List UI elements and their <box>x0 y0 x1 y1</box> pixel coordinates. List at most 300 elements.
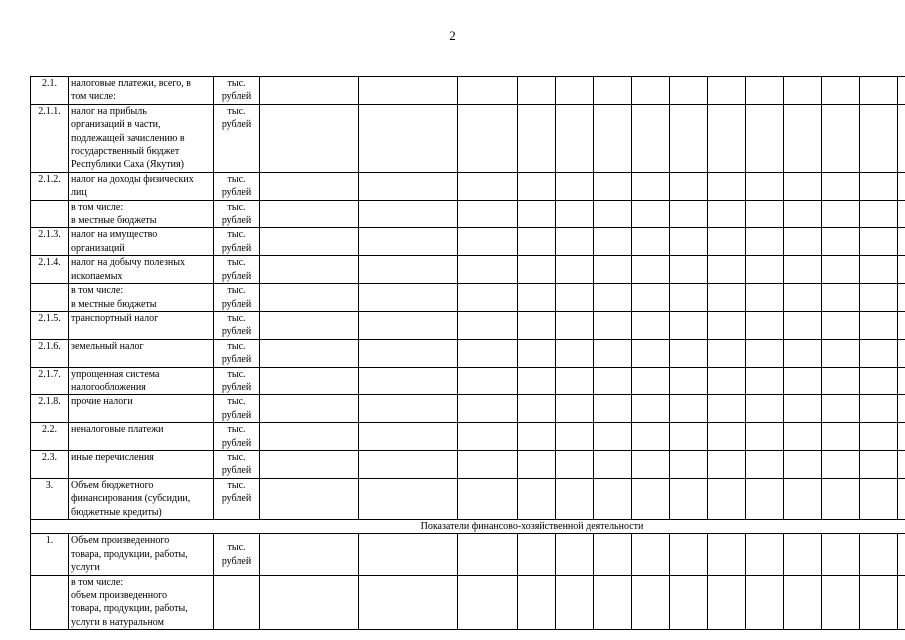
value-cell[interactable] <box>594 200 632 228</box>
value-cell[interactable] <box>746 423 784 451</box>
indicator-name-line: товара, продукции, работы, <box>71 603 188 615</box>
indicator-name-line: в местные бюджеты <box>71 298 157 310</box>
unit-cell <box>214 200 260 228</box>
value-cell[interactable] <box>746 228 784 256</box>
unit-cell <box>214 256 260 284</box>
value-cell[interactable] <box>359 77 458 105</box>
value-cell[interactable] <box>518 395 556 423</box>
value-cell[interactable] <box>860 284 898 312</box>
value-cell[interactable] <box>708 395 746 423</box>
indicator-name-line: в том числе: <box>71 201 124 213</box>
value-cell[interactable] <box>860 395 898 423</box>
table-row <box>31 284 905 312</box>
value-cell[interactable] <box>556 423 594 451</box>
value-cell[interactable] <box>260 284 359 312</box>
value-cell[interactable] <box>359 228 458 256</box>
value-cell[interactable] <box>822 575 860 630</box>
value-cell[interactable] <box>632 339 670 367</box>
value-cell[interactable] <box>594 395 632 423</box>
indicator-name-cell <box>69 200 214 228</box>
value-cell[interactable] <box>670 172 708 200</box>
value-cell[interactable] <box>670 77 708 105</box>
unit-line: рублей <box>221 91 252 103</box>
value-cell[interactable] <box>458 575 518 630</box>
value-cell[interactable] <box>822 311 860 339</box>
value-cell[interactable] <box>556 104 594 172</box>
indicator-name-cell <box>69 256 214 284</box>
indicator-name-cell <box>69 284 214 312</box>
value-cell[interactable] <box>746 367 784 395</box>
value-cell[interactable] <box>359 478 458 519</box>
unit-cell <box>214 228 260 256</box>
value-cell[interactable] <box>359 104 458 172</box>
row-number-cell: 2.1.6. <box>31 339 69 367</box>
value-cell[interactable] <box>632 311 670 339</box>
value-cell[interactable] <box>898 77 905 105</box>
table-row <box>31 77 905 105</box>
value-cell[interactable] <box>784 395 822 423</box>
value-cell[interactable] <box>556 77 594 105</box>
indicator-name-line: Республики Саха (Якутия) <box>71 159 184 171</box>
value-cell[interactable] <box>784 200 822 228</box>
value-cell[interactable] <box>260 575 359 630</box>
value-cell[interactable] <box>670 339 708 367</box>
value-cell[interactable] <box>898 534 905 575</box>
value-cell[interactable] <box>898 311 905 339</box>
unit-line: тыс. <box>227 368 246 380</box>
indicator-name-line: транспортный налог <box>71 312 159 324</box>
value-cell[interactable] <box>359 450 458 478</box>
value-cell[interactable] <box>359 395 458 423</box>
value-cell[interactable] <box>556 367 594 395</box>
indicator-name-line: государственный бюджет <box>71 146 180 158</box>
value-cell[interactable] <box>359 256 458 284</box>
value-cell[interactable] <box>860 367 898 395</box>
value-cell[interactable] <box>556 339 594 367</box>
value-cell[interactable] <box>860 104 898 172</box>
indicator-name-line: Объем произведенного <box>71 535 170 547</box>
value-cell[interactable] <box>784 575 822 630</box>
value-cell[interactable] <box>746 311 784 339</box>
indicator-name-line: прочие налоги <box>71 396 133 408</box>
row-number-cell: 2.1.3. <box>31 228 69 256</box>
unit-line: тыс. <box>227 479 246 491</box>
indicator-name-line: в том числе: <box>71 576 124 588</box>
indicator-name-line: организаций <box>71 242 125 254</box>
value-cell[interactable] <box>594 77 632 105</box>
report-table-body <box>31 77 905 630</box>
value-cell[interactable] <box>260 395 359 423</box>
value-cell[interactable] <box>860 77 898 105</box>
value-cell[interactable] <box>458 395 518 423</box>
value-cell[interactable] <box>746 104 784 172</box>
value-cell[interactable] <box>670 228 708 256</box>
value-cell[interactable] <box>784 367 822 395</box>
value-cell[interactable] <box>822 104 860 172</box>
value-cell[interactable] <box>860 228 898 256</box>
value-cell[interactable] <box>458 172 518 200</box>
value-cell[interactable] <box>822 450 860 478</box>
value-cell[interactable] <box>898 367 905 395</box>
value-cell[interactable] <box>708 367 746 395</box>
value-cell[interactable] <box>860 423 898 451</box>
value-cell[interactable] <box>518 367 556 395</box>
value-cell[interactable] <box>708 339 746 367</box>
value-cell[interactable] <box>670 450 708 478</box>
value-cell[interactable] <box>822 339 860 367</box>
value-cell[interactable] <box>359 423 458 451</box>
value-cell[interactable] <box>594 575 632 630</box>
value-cell[interactable] <box>594 478 632 519</box>
unit-line: рублей <box>221 187 252 199</box>
value-cell[interactable] <box>594 256 632 284</box>
value-cell[interactable] <box>784 228 822 256</box>
value-cell[interactable] <box>860 311 898 339</box>
value-cell[interactable] <box>708 200 746 228</box>
value-cell[interactable] <box>746 450 784 478</box>
unit-line: тыс. <box>227 424 246 436</box>
section-header-row <box>31 520 905 534</box>
unit-cell <box>214 104 260 172</box>
table-row <box>31 256 905 284</box>
value-cell[interactable] <box>556 311 594 339</box>
value-cell[interactable] <box>518 423 556 451</box>
value-cell[interactable] <box>670 423 708 451</box>
value-cell[interactable] <box>670 284 708 312</box>
value-cell[interactable] <box>708 311 746 339</box>
value-cell[interactable] <box>260 104 359 172</box>
indicator-name-cell <box>69 339 214 367</box>
value-cell[interactable] <box>458 284 518 312</box>
value-cell[interactable] <box>670 395 708 423</box>
value-cell[interactable] <box>822 200 860 228</box>
value-cell[interactable] <box>708 534 746 575</box>
value-cell[interactable] <box>518 172 556 200</box>
value-cell[interactable] <box>632 228 670 256</box>
value-cell[interactable] <box>359 367 458 395</box>
value-cell[interactable] <box>822 367 860 395</box>
value-cell[interactable] <box>260 478 359 519</box>
unit-line: тыс. <box>227 340 246 352</box>
value-cell[interactable] <box>632 367 670 395</box>
value-cell[interactable] <box>746 339 784 367</box>
value-cell[interactable] <box>746 575 784 630</box>
value-cell[interactable] <box>670 256 708 284</box>
value-cell[interactable] <box>594 311 632 339</box>
value-cell[interactable] <box>594 367 632 395</box>
value-cell[interactable] <box>556 534 594 575</box>
value-cell[interactable] <box>898 575 905 630</box>
value-cell[interactable] <box>260 172 359 200</box>
value-cell[interactable] <box>708 575 746 630</box>
value-cell[interactable] <box>556 478 594 519</box>
value-cell[interactable] <box>898 339 905 367</box>
value-cell[interactable] <box>260 311 359 339</box>
value-cell[interactable] <box>518 77 556 105</box>
value-cell[interactable] <box>746 172 784 200</box>
unit-cell <box>214 172 260 200</box>
value-cell[interactable] <box>556 256 594 284</box>
indicator-name-line: налоговые платежи, всего, в <box>71 78 191 89</box>
unit-line: рублей <box>221 437 252 449</box>
value-cell[interactable] <box>458 478 518 519</box>
value-cell[interactable] <box>822 284 860 312</box>
table-row <box>31 172 905 200</box>
value-cell[interactable] <box>632 256 670 284</box>
unit-cell <box>214 478 260 519</box>
value-cell[interactable] <box>359 575 458 630</box>
value-cell[interactable] <box>632 534 670 575</box>
value-cell[interactable] <box>594 172 632 200</box>
value-cell[interactable] <box>898 172 905 200</box>
value-cell[interactable] <box>518 450 556 478</box>
value-cell[interactable] <box>594 423 632 451</box>
indicator-name-cell <box>69 228 214 256</box>
value-cell[interactable] <box>632 200 670 228</box>
value-cell[interactable] <box>458 228 518 256</box>
value-cell[interactable] <box>260 200 359 228</box>
value-cell[interactable] <box>458 367 518 395</box>
value-cell[interactable] <box>594 339 632 367</box>
value-cell[interactable] <box>458 77 518 105</box>
value-cell[interactable] <box>632 423 670 451</box>
value-cell[interactable] <box>556 450 594 478</box>
value-cell[interactable] <box>458 200 518 228</box>
value-cell[interactable] <box>708 172 746 200</box>
value-cell[interactable] <box>898 478 905 519</box>
value-cell[interactable] <box>784 423 822 451</box>
indicator-name-line: упрощенная система <box>71 368 160 380</box>
row-number-cell <box>31 284 69 312</box>
value-cell[interactable] <box>518 228 556 256</box>
value-cell[interactable] <box>708 104 746 172</box>
value-cell[interactable] <box>822 172 860 200</box>
indicator-name-cell <box>69 77 214 105</box>
value-cell[interactable] <box>898 104 905 172</box>
unit-cell <box>214 367 260 395</box>
unit-line: рублей <box>221 326 252 338</box>
value-cell[interactable] <box>860 200 898 228</box>
value-cell[interactable] <box>746 478 784 519</box>
value-cell[interactable] <box>708 478 746 519</box>
value-cell[interactable] <box>594 534 632 575</box>
value-cell[interactable] <box>632 104 670 172</box>
row-number-cell: 2.1. <box>31 77 69 105</box>
value-cell[interactable] <box>898 450 905 478</box>
value-cell[interactable] <box>898 256 905 284</box>
value-cell[interactable] <box>822 423 860 451</box>
value-cell[interactable] <box>670 200 708 228</box>
value-cell[interactable] <box>898 423 905 451</box>
value-cell[interactable] <box>898 228 905 256</box>
value-cell[interactable] <box>458 450 518 478</box>
value-cell[interactable] <box>518 575 556 630</box>
value-cell[interactable] <box>632 478 670 519</box>
value-cell[interactable] <box>518 104 556 172</box>
value-cell[interactable] <box>359 339 458 367</box>
value-cell[interactable] <box>632 77 670 105</box>
value-cell[interactable] <box>632 284 670 312</box>
unit-cell <box>214 395 260 423</box>
value-cell[interactable] <box>898 395 905 423</box>
value-cell[interactable] <box>670 311 708 339</box>
value-cell[interactable] <box>860 450 898 478</box>
value-cell[interactable] <box>518 534 556 575</box>
value-cell[interactable] <box>708 77 746 105</box>
value-cell[interactable] <box>670 104 708 172</box>
indicator-name-line: налог на добычу полезных <box>71 257 185 269</box>
value-cell[interactable] <box>670 478 708 519</box>
table-row <box>31 104 905 172</box>
value-cell[interactable] <box>518 256 556 284</box>
value-cell[interactable] <box>518 284 556 312</box>
indicator-name-cell <box>69 311 214 339</box>
value-cell[interactable] <box>359 172 458 200</box>
value-cell[interactable] <box>458 339 518 367</box>
value-cell[interactable] <box>594 104 632 172</box>
value-cell[interactable] <box>784 339 822 367</box>
value-cell[interactable] <box>822 256 860 284</box>
value-cell[interactable] <box>359 200 458 228</box>
unit-cell <box>214 575 260 630</box>
value-cell[interactable] <box>784 478 822 519</box>
indicator-name-cell <box>69 423 214 451</box>
value-cell[interactable] <box>822 534 860 575</box>
value-cell[interactable] <box>708 256 746 284</box>
value-cell[interactable] <box>822 395 860 423</box>
value-cell[interactable] <box>898 284 905 312</box>
value-cell[interactable] <box>260 256 359 284</box>
value-cell[interactable] <box>458 423 518 451</box>
unit-line: рублей <box>221 270 252 282</box>
value-cell[interactable] <box>784 534 822 575</box>
value-cell[interactable] <box>632 450 670 478</box>
value-cell[interactable] <box>458 311 518 339</box>
indicator-name-cell <box>69 575 214 630</box>
value-cell[interactable] <box>260 339 359 367</box>
value-cell[interactable] <box>458 104 518 172</box>
value-cell[interactable] <box>708 284 746 312</box>
indicator-name-line: иные перечисления <box>71 451 154 463</box>
value-cell[interactable] <box>594 228 632 256</box>
value-cell[interactable] <box>518 339 556 367</box>
value-cell[interactable] <box>670 367 708 395</box>
value-cell[interactable] <box>898 200 905 228</box>
value-cell[interactable] <box>784 450 822 478</box>
unit-line: тыс. <box>227 229 246 241</box>
value-cell[interactable] <box>746 534 784 575</box>
value-cell[interactable] <box>860 575 898 630</box>
value-cell[interactable] <box>260 77 359 105</box>
value-cell[interactable] <box>746 256 784 284</box>
value-cell[interactable] <box>359 534 458 575</box>
value-cell[interactable] <box>708 450 746 478</box>
value-cell[interactable] <box>518 311 556 339</box>
row-number-cell: 2.1.2. <box>31 172 69 200</box>
value-cell[interactable] <box>632 395 670 423</box>
value-cell[interactable] <box>860 534 898 575</box>
table-row <box>31 575 905 630</box>
value-cell[interactable] <box>359 284 458 312</box>
unit-line: тыс. <box>227 173 246 185</box>
value-cell[interactable] <box>260 228 359 256</box>
value-cell[interactable] <box>746 284 784 312</box>
value-cell[interactable] <box>860 339 898 367</box>
indicator-name-cell <box>69 395 214 423</box>
value-cell[interactable] <box>556 200 594 228</box>
value-cell[interactable] <box>822 478 860 519</box>
value-cell[interactable] <box>860 478 898 519</box>
indicator-name-line: организаций в части, <box>71 119 161 131</box>
value-cell[interactable] <box>632 575 670 630</box>
value-cell[interactable] <box>260 367 359 395</box>
value-cell[interactable] <box>784 104 822 172</box>
row-number-cell: 2.1.8. <box>31 395 69 423</box>
value-cell[interactable] <box>708 423 746 451</box>
unit-cell <box>214 284 260 312</box>
value-cell[interactable] <box>260 534 359 575</box>
table-row <box>31 450 905 478</box>
unit-cell <box>214 450 260 478</box>
value-cell[interactable] <box>260 450 359 478</box>
value-cell[interactable] <box>556 395 594 423</box>
indicator-name-line: ископаемых <box>71 270 123 282</box>
unit-line: тыс. <box>227 396 246 408</box>
value-cell[interactable] <box>632 172 670 200</box>
indicator-name-line: налог на доходы физических <box>71 173 194 185</box>
value-cell[interactable] <box>458 534 518 575</box>
value-cell[interactable] <box>670 534 708 575</box>
value-cell[interactable] <box>746 77 784 105</box>
table-row <box>31 339 905 367</box>
unit-line: рублей <box>221 354 252 366</box>
value-cell[interactable] <box>359 311 458 339</box>
unit-line: рублей <box>221 298 252 310</box>
value-cell[interactable] <box>822 228 860 256</box>
value-cell[interactable] <box>518 478 556 519</box>
unit-line: рублей <box>221 409 252 421</box>
value-cell[interactable] <box>822 77 860 105</box>
indicator-name-cell <box>69 104 214 172</box>
value-cell[interactable] <box>784 77 822 105</box>
value-cell[interactable] <box>860 172 898 200</box>
value-cell[interactable] <box>556 284 594 312</box>
indicator-name-line: том числе: <box>71 91 116 103</box>
value-cell[interactable] <box>594 450 632 478</box>
value-cell[interactable] <box>784 311 822 339</box>
value-cell[interactable] <box>458 256 518 284</box>
value-cell[interactable] <box>746 395 784 423</box>
value-cell[interactable] <box>746 200 784 228</box>
value-cell[interactable] <box>784 284 822 312</box>
unit-line: тыс. <box>227 78 246 89</box>
value-cell[interactable] <box>860 256 898 284</box>
value-cell[interactable] <box>556 228 594 256</box>
value-cell[interactable] <box>260 423 359 451</box>
table-row <box>31 395 905 423</box>
value-cell[interactable] <box>670 575 708 630</box>
value-cell[interactable] <box>784 172 822 200</box>
value-cell[interactable] <box>708 228 746 256</box>
value-cell[interactable] <box>556 575 594 630</box>
value-cell[interactable] <box>556 172 594 200</box>
unit-line: рублей <box>221 242 252 254</box>
value-cell[interactable] <box>518 200 556 228</box>
indicator-name-cell <box>69 478 214 519</box>
value-cell[interactable] <box>784 256 822 284</box>
indicator-name-cell <box>69 534 214 575</box>
value-cell[interactable] <box>594 284 632 312</box>
